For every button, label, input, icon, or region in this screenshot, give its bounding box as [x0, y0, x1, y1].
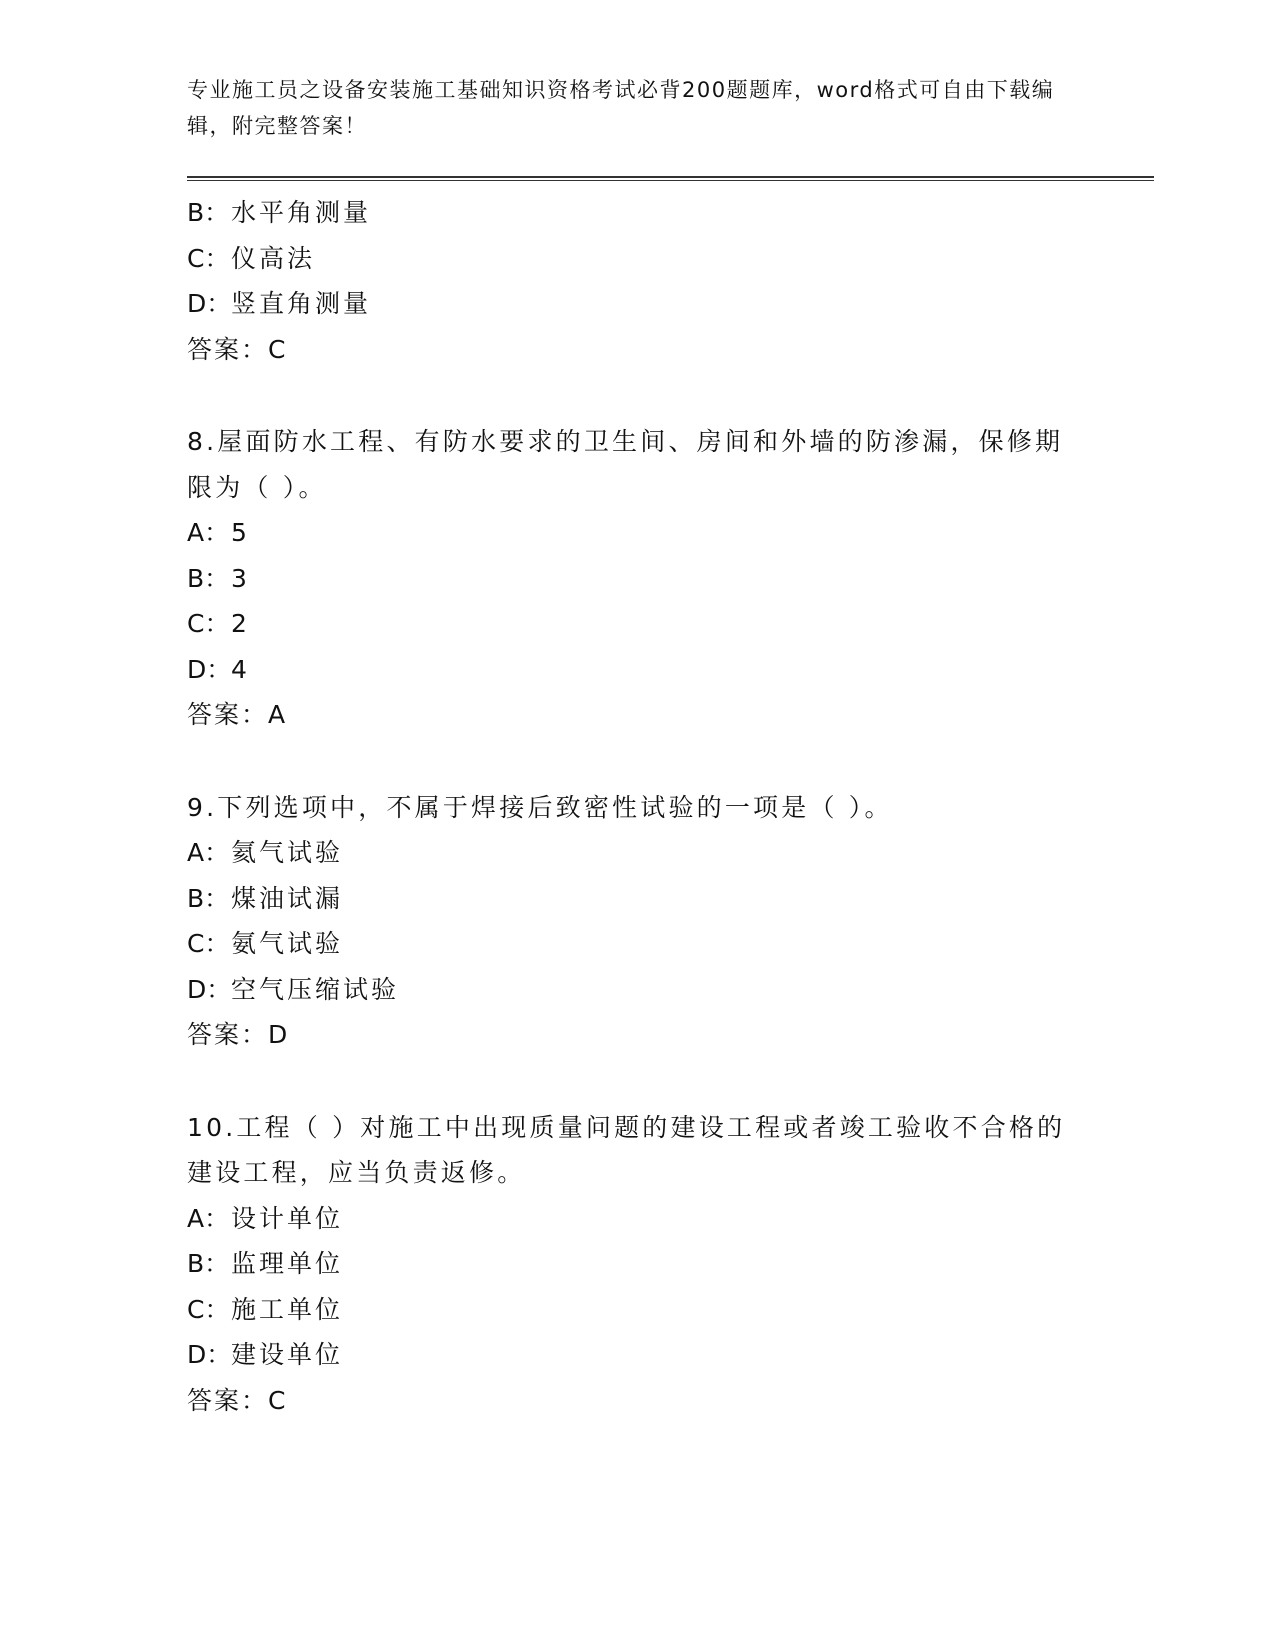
option-a — [187, 1196, 1087, 1242]
option-d — [187, 281, 1087, 327]
question-9 — [187, 785, 1087, 1058]
option-text: 4 — [231, 654, 250, 684]
option-d — [187, 647, 1087, 693]
answer-line: 答案：A — [187, 700, 288, 729]
option-c — [187, 921, 1087, 967]
option-text: 氦气试验 — [231, 838, 344, 867]
option-letter: B： — [187, 883, 230, 913]
option-text: 水平角测量 — [231, 198, 372, 227]
option-b — [187, 1241, 1087, 1287]
option-letter: D： — [187, 654, 232, 684]
document-header: 专业施工员之设备安装施工基础知识资格考试必背200题题库，word格式可自由下载编辑，附完整答案！ — [187, 78, 1055, 138]
option-b — [187, 556, 1087, 602]
option-text: 5 — [231, 518, 250, 547]
spacer — [187, 1058, 1087, 1105]
option-c — [187, 1287, 1087, 1333]
option-a — [187, 830, 1087, 876]
option-letter: B： — [187, 563, 230, 593]
question-prev-continued — [187, 190, 1087, 372]
option-letter: A： — [187, 838, 230, 867]
option-a — [187, 510, 1087, 556]
option-letter: A： — [187, 518, 230, 547]
question-8 — [187, 419, 1087, 738]
answer-line: 答案：D — [187, 1020, 290, 1049]
option-c — [187, 236, 1087, 282]
question-stem: 10.工程（ ）对施工中出现质量问题的建设工程或者竣工验收不合格的建设工程，应当负责返修。 — [187, 1112, 1066, 1187]
option-text: 空气压缩试验 — [231, 974, 400, 1004]
option-text: 施工单位 — [231, 1294, 344, 1324]
question-list — [187, 190, 1087, 1423]
option-letter: B： — [187, 198, 230, 227]
question-stem: 9.下列选项中，不属于焊接后致密性试验的一项是（ ）。 — [187, 792, 893, 822]
option-text: 建设单位 — [231, 1340, 344, 1369]
option-text: 煤油试漏 — [231, 883, 344, 913]
question-10 — [187, 1105, 1087, 1424]
option-letter: C： — [187, 929, 230, 958]
option-text: 竖直角测量 — [231, 289, 372, 318]
option-d — [187, 967, 1087, 1013]
option-letter: D： — [187, 289, 232, 318]
option-text: 氨气试验 — [231, 929, 344, 958]
question-stem: 8.屋面防水工程、有防水要求的卫生间、房间和外墙的防渗漏，保修期限为（ ）。 — [187, 427, 1064, 502]
header-divider — [187, 176, 1154, 181]
option-text: 设计单位 — [231, 1203, 344, 1233]
option-c — [187, 601, 1087, 647]
option-letter: B： — [187, 1249, 230, 1278]
spacer — [187, 738, 1087, 785]
option-text: 3 — [231, 563, 250, 593]
option-letter: A： — [187, 1203, 230, 1233]
option-text: 2 — [231, 609, 250, 638]
option-letter: C： — [187, 1294, 230, 1324]
option-text: 监理单位 — [231, 1249, 344, 1278]
spacer — [187, 372, 1087, 419]
option-text: 仪高法 — [231, 243, 316, 273]
option-d — [187, 1332, 1087, 1378]
option-letter: D： — [187, 974, 232, 1004]
option-b — [187, 876, 1087, 922]
answer-line: 答案：C — [187, 1385, 288, 1415]
option-letter: D： — [187, 1340, 232, 1369]
option-b — [187, 190, 1087, 236]
answer-line: 答案：C — [187, 334, 288, 364]
option-letter: C： — [187, 243, 230, 273]
option-letter: C： — [187, 609, 230, 638]
